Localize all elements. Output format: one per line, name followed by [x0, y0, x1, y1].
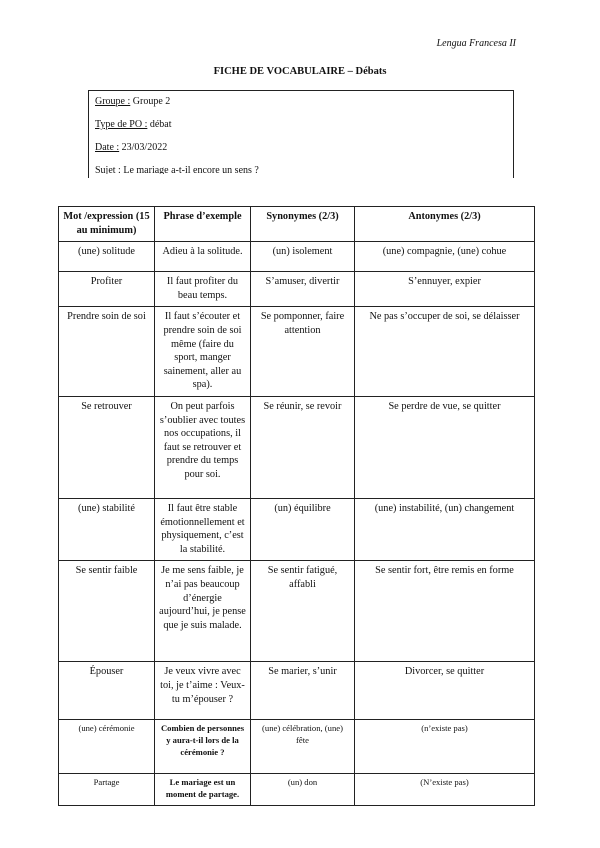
example-cell: Le mariage est un moment de partage.	[155, 774, 251, 806]
word-cell: Prendre soin de soi	[59, 307, 155, 397]
synonyms-cell: S’amuser, divertir	[251, 272, 355, 307]
example-cell: Je veux vivre avec toi, je t’aime : Veux-tu m’épouser ?	[155, 662, 251, 720]
type-label: Type de PO :	[95, 119, 148, 130]
synonyms-cell: Se pomponner, faire attention	[251, 307, 355, 397]
header-word: Mot /expression (15 au minimum)	[59, 207, 155, 242]
example-cell: Adieu à la solitude.	[155, 242, 251, 272]
table-row	[59, 662, 535, 720]
antonyms-cell: Se perdre de vue, se quitter	[355, 396, 535, 498]
word-cell: Profiter	[59, 272, 155, 307]
word-cell: (une) cérémonie	[59, 720, 155, 774]
example-cell: On peut parfois s’oublier avec toutes nos occupations, il faut se retrouver et prendre du temps pour soi.	[155, 396, 251, 498]
antonyms-cell: Divorcer, se quitter	[355, 662, 535, 720]
table-row	[59, 272, 535, 307]
synonyms-cell: (un) isolement	[251, 242, 355, 272]
table-row	[59, 720, 535, 774]
table-row	[59, 396, 535, 498]
group-label: Groupe :	[95, 96, 131, 107]
example-cell: Il faut être stable émotionnellement et physiquement, c’est la stabilité.	[155, 498, 251, 560]
example-cell: Je me sens faible, je n’ai pas beaucoup d’énergie aujourd’hui, je pense que je suis malade.	[155, 561, 251, 662]
synonyms-cell: (un) don	[251, 774, 355, 806]
word-cell: (une) solitude	[59, 242, 155, 272]
header-synonyms: Synonymes (2/3)	[251, 207, 355, 242]
word-cell: Partage	[59, 774, 155, 806]
antonyms-cell: Se sentir fort, être remis en forme	[355, 561, 535, 662]
table-row	[59, 242, 535, 272]
example-cell: Il faut s’écouter et prendre soin de soi même (faire du sport, manger sainement, aller au spa).	[155, 307, 251, 397]
synonyms-cell: (une) célébration, (une) fête	[251, 720, 355, 774]
table-row	[59, 307, 535, 397]
group-row	[95, 95, 513, 118]
group-value: Groupe 2	[130, 96, 171, 107]
synonyms-cell: (un) équilibre	[251, 498, 355, 560]
page-title: FICHE DE VOCABULAIRE – Débats	[213, 66, 387, 77]
antonyms-cell: (une) compagnie, (une) cohue	[355, 242, 535, 272]
subject-row	[95, 164, 513, 174]
synonyms-cell: Se marier, s’unir	[251, 662, 355, 720]
example-cell: Il faut profiter du beau temps.	[155, 272, 251, 307]
antonyms-cell: (n’existe pas)	[355, 720, 535, 774]
subject-label: Sujet :	[95, 165, 121, 174]
synonyms-cell: Se sentir fatigué, affabli	[251, 561, 355, 662]
subject-value: Le mariage a-t-il encore un sens ?	[120, 165, 259, 174]
antonyms-cell: (une) instabilité, (un) changement	[355, 498, 535, 560]
antonyms-cell: Ne pas s’occuper de soi, se délaisser	[355, 307, 535, 397]
date-label: Date :	[95, 142, 120, 153]
table-header-row	[59, 207, 535, 242]
word-cell: Se retrouver	[59, 396, 155, 498]
table-row	[59, 774, 535, 806]
type-row	[95, 118, 513, 141]
header-example: Phrase d’exemple	[155, 207, 251, 242]
synonyms-cell: Se réunir, se revoir	[251, 396, 355, 498]
word-cell: (une) stabilité	[59, 498, 155, 560]
antonyms-cell: S’ennuyer, expier	[355, 272, 535, 307]
table-row	[59, 561, 535, 662]
date-value: 23/03/2022	[119, 142, 168, 153]
example-cell: Combien de personnes y aura-t-il lors de la cérémonie ?	[155, 720, 251, 774]
word-cell: Épouser	[59, 662, 155, 720]
table-row	[59, 498, 535, 560]
antonyms-cell: (N’existe pas)	[355, 774, 535, 806]
vocabulary-table	[58, 206, 535, 806]
course-name: Lengua Francesa II	[436, 38, 516, 49]
info-box	[88, 90, 514, 178]
date-row	[95, 141, 513, 164]
word-cell: Se sentir faible	[59, 561, 155, 662]
header-antonyms: Antonymes (2/3)	[355, 207, 535, 242]
type-value: débat	[147, 119, 172, 130]
